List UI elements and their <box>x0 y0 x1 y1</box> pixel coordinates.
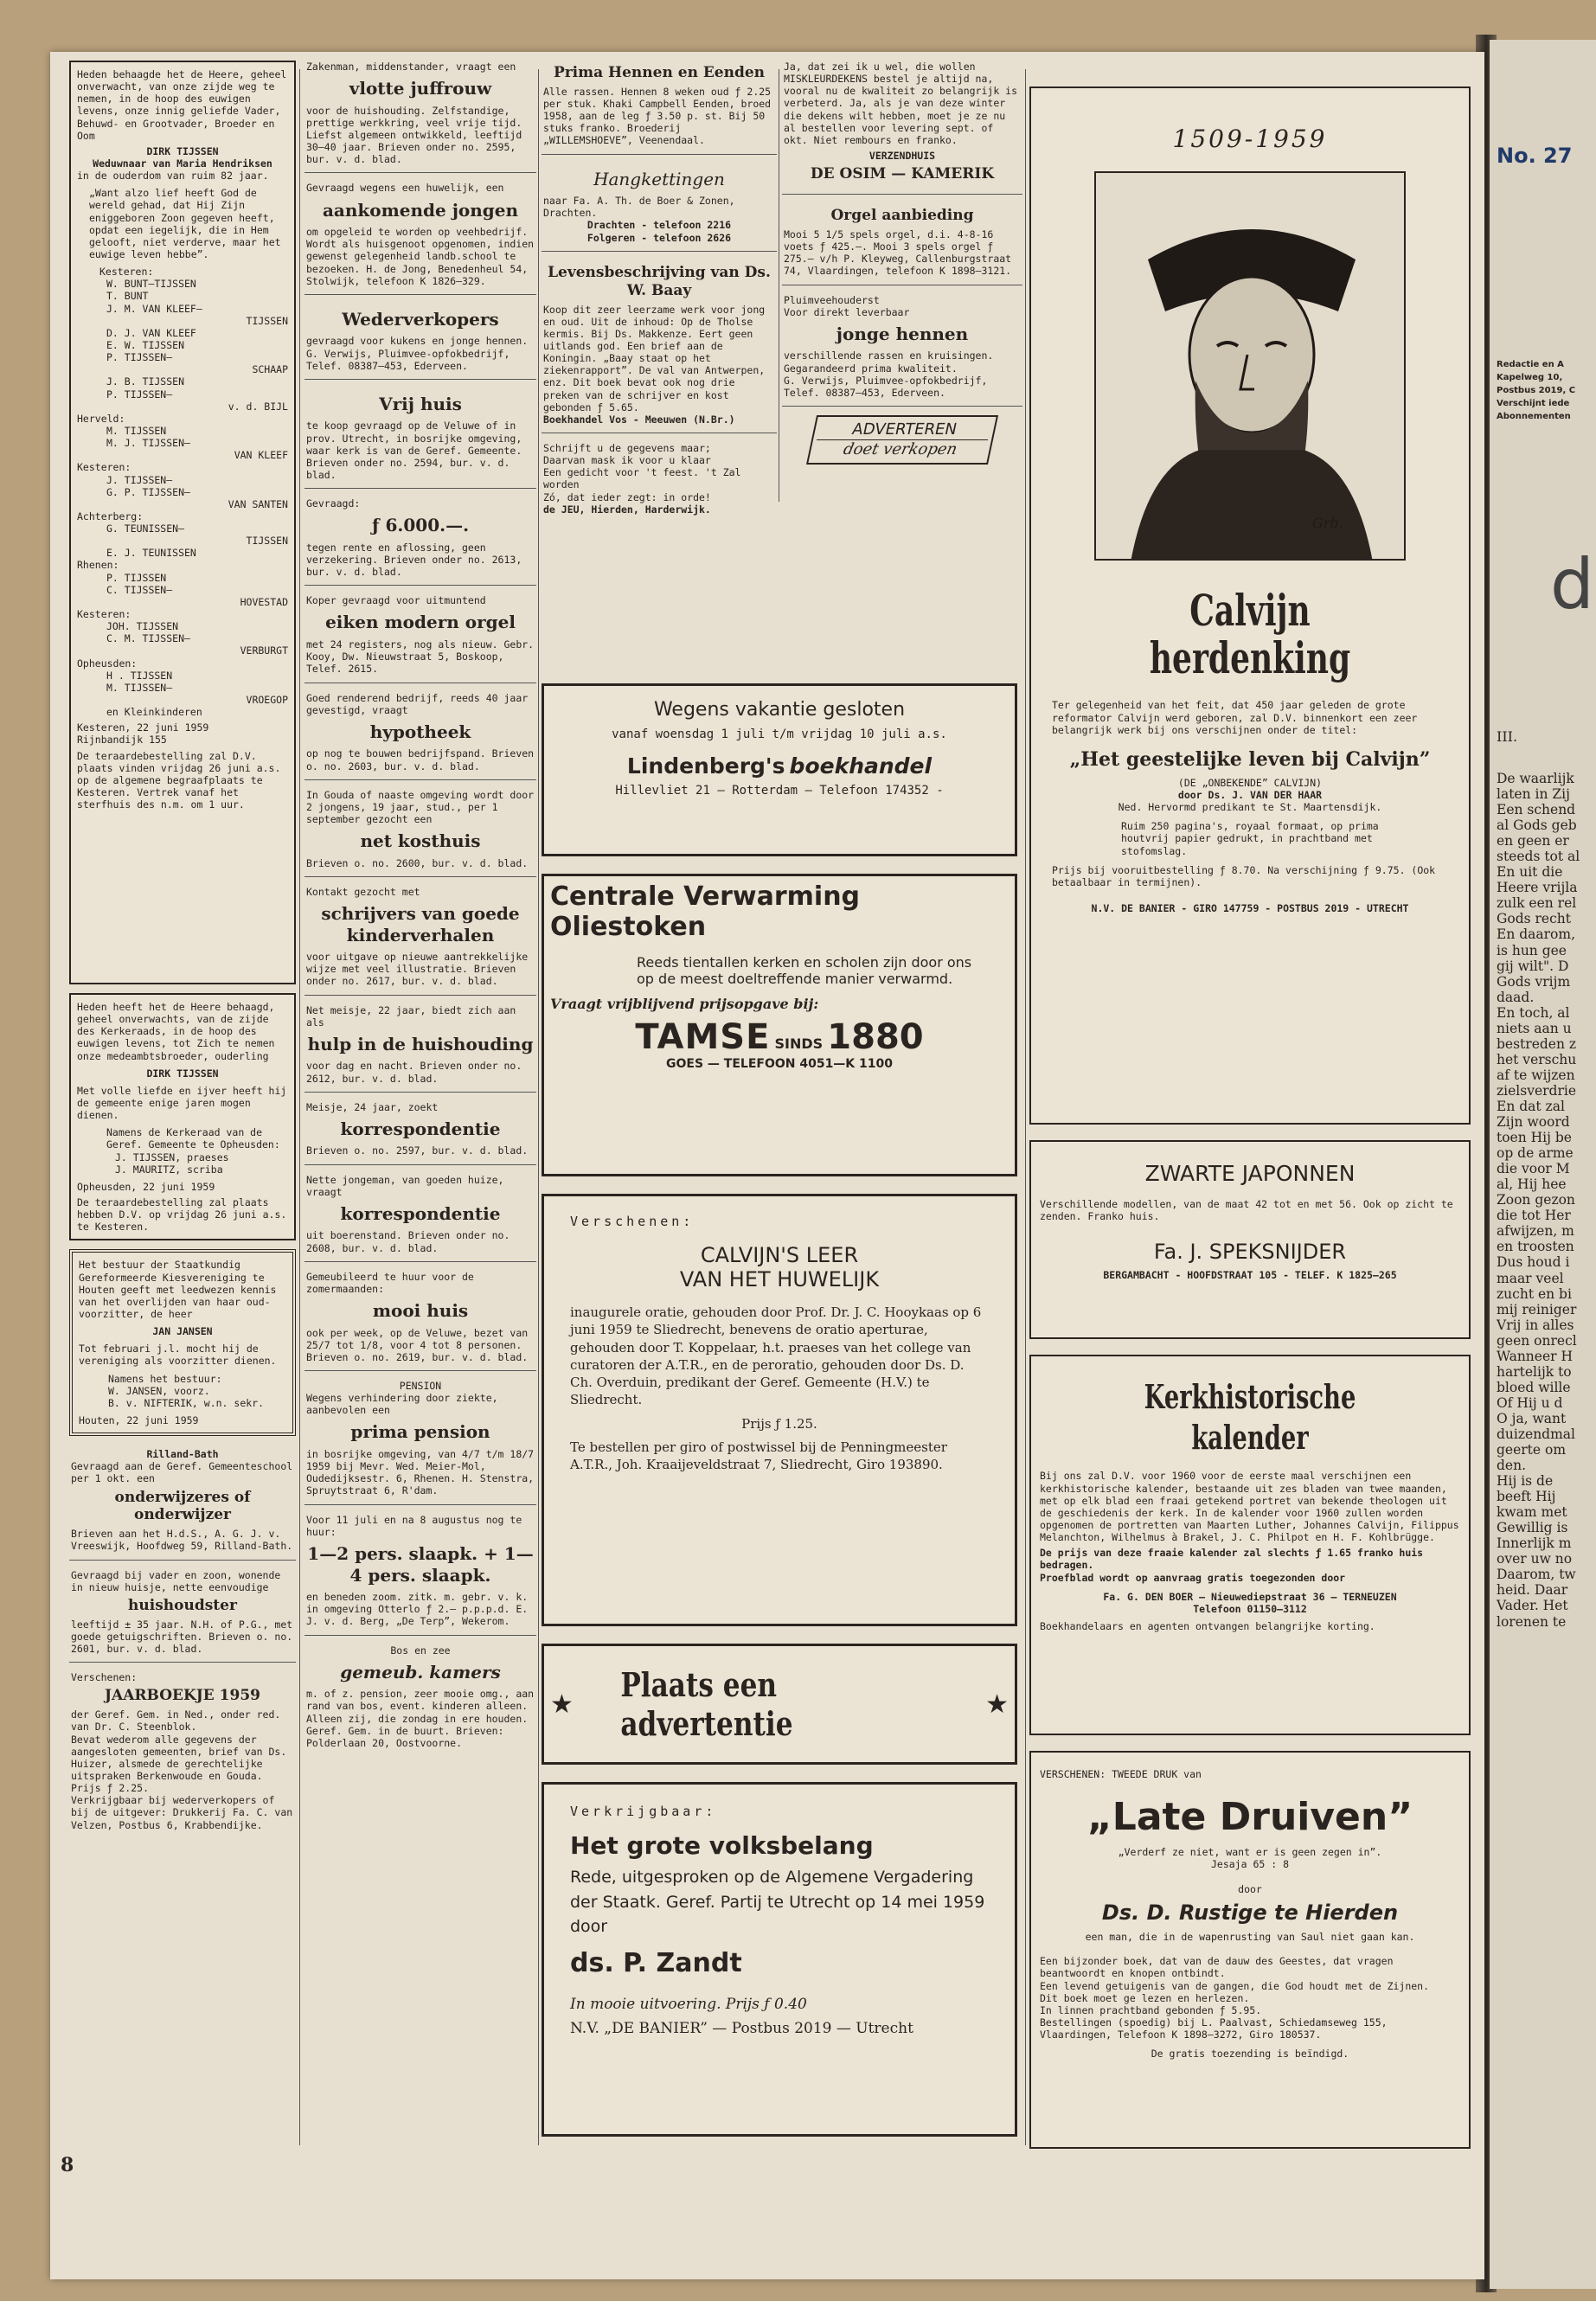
classified-ad: PENSION Wegens verhindering door ziekte, aanbevolen een prima pension in bosrijke omgeving, van 4/7 t/m 18/7 1959 bij Mevr. Wed. Meier-Mol, Oudedijksestr. 6, Rhenen. H. Stenstra, Spruytstraat 6, R'dam. <box>304 1376 536 1505</box>
column-3 <box>542 57 777 663</box>
page-number: 8 <box>61 2154 74 2176</box>
deceased-sub: Weduwnaar van Maria Hendriksen <box>93 157 272 170</box>
article-line: Vader. Het <box>1497 1598 1568 1614</box>
article-line: En daarom, <box>1497 926 1575 943</box>
article-line: die voor M <box>1497 1161 1570 1177</box>
column-1 <box>69 61 296 1843</box>
article-line: Zoon gezon <box>1497 1192 1575 1208</box>
article-line: die tot Her <box>1497 1208 1571 1224</box>
classified-ad: Meisje, 24 jaar, zoekt korrespondentie Brieven o. no. 2597, bur. v. d. blad. <box>304 1098 536 1165</box>
notice-address: Rijnbandijk 155 <box>77 734 167 747</box>
classified-ad: Kontakt gezocht met schrijvers van goede kinderverhalen voor uitgave op nieuwe aantrekkelijke wijze met veel illustratie. Brieven onder no. 2617, bur. v. d. blad. <box>304 882 536 996</box>
article-line: Zijn woord <box>1497 1114 1570 1131</box>
booklet-ad: Verkrijgbaar: Het grote volksbelang Rede, uitgesproken op de Algemene Vergadering der Staatk. Geref. Partij te Utrecht op 14 mei 1959 door ds. P. Zandt In mooie uitvoering. Prijs ƒ 0.40 N.V. „DE BANIER” — Postbus 2019 — Utrecht <box>542 1782 1017 2137</box>
article-line: gij wilt". D <box>1497 958 1569 974</box>
article-line: Wanneer H <box>1497 1348 1573 1364</box>
article-line: het verschu <box>1497 1051 1577 1067</box>
column-rule <box>299 69 300 2145</box>
obituary-notice: Heden heeft het de Heere behaagd, geheel onverwachts, van de zijde des Kerkeraads, in de hoop des euwigen levens, tot Zich te nemen onze medeambtsbroeder, ouderling DIRK TIJSSEN Met volle liefde en ijver heeft hij de gemeente enige jaren mogen dienen. Namens de Kerkeraad van de Geref. Gemeente te Opheusden: J. TIJSSEN, praeses J. MAURITZ, scriba Opheusden, 22 juni 1959 De teraardebestelling zal plaats hebben D.V. op vrijdag 26 juni a.s. te Kesteren. <box>69 993 296 1240</box>
classified-ad: Prima Hennen en Eenden Alle rassen. Hennen 8 weken oud ƒ 2.25 per stuk. Khaki Campbell Eenden, broed 1958, aan de leg ƒ 3.50 p. st. Bij 50 stuks franko. Broederij „WILLEMSHOEVE”, Veenendaal. <box>542 57 777 155</box>
drop-letter: d <box>1550 544 1594 625</box>
classified-ad: Gevraagd bij vader en zoon, wonende in nieuw huisje, nette eenvoudige huishoudster leeftijd ± 35 jaar. N.H. of P.G., met goede getuigschriften. Brieven o. no. 2601, bur. v. d. blad. <box>69 1566 296 1663</box>
classified-ad: Gemeubileerd te huur voor de zomermaanden: mooi huis ook per week, op de Veluwe, bezet van 25/7 tot 1/8, voor 4 tot 8 personen. Brieven o. no. 2619, bur. v. d. blad. <box>304 1267 536 1371</box>
classified-ad: Net meisje, 22 jaar, biedt zich aan als hulp in de huishouding voor dag en nacht. Brieven onder no. 2612, bur. v. d. blad. <box>304 1001 536 1093</box>
article-line: op de arme <box>1497 1145 1574 1162</box>
vacation-ad: Wegens vakantie gesloten vanaf woensdag 1 juli t/m vrijdag 10 juli a.s. Lindenberg's boekhandel Hillevliet 21 — Rotterdam — Telefoon 174352 - <box>542 683 1017 856</box>
article-line: niets aan u <box>1497 1020 1572 1036</box>
calvin-portrait <box>1094 171 1406 561</box>
article-line: En uit die <box>1497 864 1563 881</box>
calvin-ad: 1509-1959 Grb. Calvijn herdenking Ter gelegenheid van het feit, dat 450 jaar geleden de grote reformator Calvijn werd geboren, zal D.V. binnenkort een zeer belangrijk werk bij ons verschijnen onder de titel: „Het geestelijke leven bij Calvijn” (DE „ONBEKENDE” CALVIJN) door Ds. J. VAN DER HAAR Ned. Hervormd predikant te St. Maartensdijk. Ruim 250 pagina's, royaal formaat, op prima houtvrij papier gedrukt, in prachtband met stofomslag. Prijs bij vooruitbestelling ƒ 8.70. Na verschijning ƒ 9.75. (Ook betaalbaar in termijnen). N.V. DE BANIER - GIRO 147759 - POSTBUS 2019 - UTRECHT <box>1029 87 1471 1125</box>
article-line: Dus houd i <box>1497 1254 1570 1271</box>
article-line: laten in Zij <box>1497 786 1570 803</box>
classified-ad: Schrijft u de gegevens maar; Daarvan mask ik voor u klaar Een gedicht voor 't feest. 't Zal worden Zó, dat ieder zegt: in orde! de JEU, Hierden, Harderwijk. <box>543 441 741 516</box>
article-line: maar veel <box>1497 1270 1564 1286</box>
article-line: zucht en bi <box>1497 1285 1572 1302</box>
article-line: zielsverdrie <box>1497 1082 1577 1099</box>
classified-ad: Vrij huis te koop gevraagd op de Veluwe of in prov. Utrecht, in bosrijke omgeving, waar kerk is van de Geref. Gemeente. Brieven onder no. 2594, bur. v. d. blad. <box>304 385 536 489</box>
article-line: en troosten <box>1497 1239 1574 1255</box>
calvin-headline: Calvijn herdenking <box>1149 585 1351 684</box>
classified-ad: Pluimveehouderst Voor direkt leverbaar jonge hennen verschillende rassen en kruisingen. Gegarandeerd prima kwaliteit. G. Verwijs, Pluimvee-opfokbedrijf, Telef. 08387—453, Ederveen. <box>782 291 1022 407</box>
article-line: afwijzen, m <box>1497 1223 1574 1240</box>
classified-ad: Gevraagd wegens een huwelijk, een aankomende jongen om opgeleid te worden op veehbedrijf. Wordt als huisgenoot opgenomen, indien gewenst gelegenheid landb.school te bezoeken. H. de Jong, Benedenheul 54, Stolwijk, telefoon K 1826—329. <box>304 178 536 294</box>
classified-ad: Verschenen: JAARBOEKJE 1959 der Geref. Gem. in Ned., onder red. van Dr. C. Steenblok. Bevat wederom alle gegevens der aangesloten gemeenten, brief van Ds. Huizer, alsmede de gerechtelijke uitspraken Berkenwoude en Gouda. Prijs ƒ 2.25. Verkrijgbaar bij wederverkopers of bij de uitgever: Drukkerij Fa. C. van Velzen, Postbus 6, Krabbendijke. <box>71 1671 293 1831</box>
article-line: Hij is de <box>1497 1473 1554 1490</box>
obituary-notice <box>69 61 296 984</box>
article-text <box>1497 771 1596 1630</box>
article-line: De waarlijk <box>1497 771 1574 786</box>
article-line: is hun gee <box>1497 942 1567 958</box>
classified-ad: In Gouda of naaste omgeving wordt door 2 jongens, 19 jaar, stud., per 1 september gezocht een net kosthuis Brieven o. no. 2600, bur. v. d. blad. <box>304 785 536 877</box>
article-line: al, Hij hee <box>1497 1176 1567 1193</box>
classified-ad: Rilland-Bath Gevraagd aan de Geref. Gemeenteschool per 1 okt. een onderwijzeres of onderwijzer Brieven aan het H.d.S., A. G. J. v. Vreeswijk, Hoofdweg 59, Rilland-Bath. <box>69 1445 296 1561</box>
heating-ad: Centrale Verwarming Oliestoken Reeds tientallen kerken en scholen zijn door ons op de meest doeltreffende manier verwarmd. Vraagt vrijblijvend prijsopgave bij: TAMSE SINDS 1880 GOES — TELEFOON 4051—K 1100 <box>542 874 1017 1176</box>
column-5 <box>1029 87 1471 2159</box>
funeral-info: De teraardebestelling zal D.V. plaats vinden vrijdag 26 juni a.s. op de algemene begraafplaats te Kesteren. Vertrek vanaf het sterfhuis des n.m. om 1 uur. <box>77 749 281 811</box>
article-line: bloed wille <box>1497 1379 1571 1395</box>
star-icon: ★ <box>550 1689 574 1720</box>
place-ad-banner: ★ Plaats een advertentie ★ <box>542 1644 1017 1765</box>
notice-intro: Heden behaagde het de Heere, geheel onverwacht, van onze zijde weg te nemen, in de hoop des euwigen levens, onze innig geliefde Vader, Behuwd- en Grootvader, Broeder en Oom <box>77 68 287 142</box>
column-rule <box>538 69 539 2145</box>
article-line: Gods recht <box>1497 911 1571 927</box>
classified-ad: Koper gevraagd voor uitmuntend eiken modern orgel met 24 registers, nog als nieuw. Gebr. Kooy, Dw. Nieuwstraat 5, Boskoop, Telef. 2615. <box>304 591 536 683</box>
article-line: lorenen te <box>1497 1613 1567 1630</box>
masthead-info: Redactie en A Kapelweg 10, Postbus 2019, C Verschijnt iede Abonnementen <box>1497 360 1576 421</box>
article-line: over uw no <box>1497 1551 1573 1567</box>
advertise-badge: ADVERTEREN doet verkopen <box>806 415 998 465</box>
age: in de ouderdom van ruim 82 jaar. <box>77 170 269 183</box>
portrait-illustration <box>1096 173 1406 561</box>
classified-ad: Voor 11 juli en na 8 augustus nog te huur: 1—2 pers. slaapk. + 1—4 pers. slaapk. en beneden zoom. zitk. m. gebr. v. k. in omgeving Otterlo ƒ 2.— p.p.p.d. E. J. v. d. Berg, „De Terp”, Wekerom. <box>304 1510 536 1636</box>
article-line: Gods vrijm <box>1497 973 1571 990</box>
classified-ad: Ja, dat zei ik u wel, die wollen MISKLEURDEKENS bestel je altijd na, vooral nu de kwaliteit zo belangrijk is verbeterd. Ja, als je van deze winter die dekens wilt hebben, moet je ze nu al bestellen voor levering sept. of okt. Niet rembours en franko. VERZENDHUIS DE OSIM — KAMERIK <box>782 57 1022 195</box>
issue-number: No. 27 <box>1497 144 1573 168</box>
classified-ad: Goed renderend bedrijf, reeds 40 jaar gevestigd, vraagt hypotheek op nog te bouwen bedrijfspand. Brieven o. no. 2603, bur. v. d. blad. <box>304 689 536 780</box>
book-late-druiven-ad: VERSCHENEN: TWEEDE DRUK van „Late Druiven” „Verderf ze niet, want er is geen zegen in”. Jesaja 65 : 8 door Ds. D. Rustige te Hierden een man, die in de wapenrusting van Saul niet gaan kan. Een bijzonder boek, dat van de dauw des Geestes, dat vragen beantwoordt en knopen ontbindt. Een levend getuigenis van de gangen, die God houdt met de Zijnen. Dit boek moet ge lezen en herlezen. In linnen prachtband gebonden ƒ 5.95. Bestellingen (spoedig) bij L. Paalvast, Schiedamseweg 155, Vlaardingen, Telefoon K 1898—3272, Giro 180537. De gratis toezending is beïndigd. <box>1029 1751 1471 2149</box>
article-line: Een schend <box>1497 802 1576 818</box>
article-line: O ja, want <box>1497 1410 1567 1426</box>
obituary-notice: Het bestuur der Staatkundig Gereformeerde Kiesvereniging te Houten geeft met leedwezen kennis van het overlijden van haar oud-voorzitter, de heer JAN JANSEN Tot februari j.l. mocht hij de vereniging als voorzitter dienen. Namens het bestuur: W. JANSEN, voorz. B. v. NIFTERIK, w.n. sekr. Houten, 22 juni 1959 <box>69 1249 296 1436</box>
column-2 <box>304 57 536 1761</box>
article-line: Gewillig is <box>1497 1520 1568 1536</box>
article-line: mij reiniger <box>1497 1301 1577 1317</box>
article-line: daad. <box>1497 989 1535 1005</box>
next-page-edge <box>1490 40 1596 2289</box>
article-line: steeds tot al <box>1497 849 1580 865</box>
deceased-name: DIRK TIJSSEN <box>146 144 219 157</box>
calendar-ad: Kerkhistorische kalender Bij ons zal D.V. voor 1960 voor de eerste maal verschijnen een kerkhistorische kalender, bestaande uit zes bladen van twee maanden, met op elk blad een fraai getekend portret van bekende theologen uit de geschiedenis der kerk. In de kalender voor 1960 zullen worden opgenomen de portretten van Maarten Luther, Johannes Calvijn, Filippus Melanchton, Wilhelmus à Brakel, J. C. Philpot en H. F. Kohlbrügge. De prijs van deze fraaie kalender zal slechts ƒ 1.65 franko huis bedragen. Proefblad wordt op aanvraag gratis toegezonden door Fa. G. DEN BOER — Nieuwediepstraat 36 — TERNEUZEN Telefoon 01150—3112 Boekhandelaars en agenten ontvangen belangrijke korting. <box>1029 1355 1471 1735</box>
article-line: Vrij in alles <box>1497 1317 1574 1333</box>
column-4 <box>782 57 1022 663</box>
classified-ad: Levensbeschrijving van Ds. W. Baay Koop dit zeer leerzame werk voor jong en oud. Uit de inhoud: Op de Tholse kermis. Bij Ds. Makkenze. Eert geen uitlands god. Een brief aan de Koningin. „Baay staat op het ziekenrapport”. De val van Antwerpen, enz. Dit boek bevat ook nog drie preken van de schrijver en kost gebonden ƒ 5.65. Boekhandel Vos - Meeuwen (N.Br.) <box>542 257 777 433</box>
book-ad: Verschenen: CALVIJN'S LEER VAN HET HUWELIJK inaugurele oratie, gehouden door Prof. Dr. J. C. Hooykaas op 6 juni 1959 te Sliedrecht, benevens de oratio aperturae, gehouden door T. Koppelaar, h.t. praeses van het college van curatoren der A.T.R., en de peroratio, gehouden door Ds. D. Ch. Overduin, predikant der Geref. Gemeente (H.V.) te Sliedrecht. Prijs ƒ 1.25. Te bestellen per giro of postwissel bij de Penningmeester A.T.R., Joh. Kraaijeveldstraat 7, Sliedrecht, Giro 193890. <box>542 1194 1017 1626</box>
classified-ad: Wederverkopers gevraagd voor kukens en jonge hennen. G. Verwijs, Pluimvee-opfokbedrijf, Telef. 08387—453, Ederveen. <box>304 300 536 380</box>
article-line: den. <box>1497 1458 1527 1474</box>
article-line: Of Hij u d <box>1497 1394 1563 1411</box>
article-line: Innerlijk m <box>1497 1535 1572 1552</box>
article-line: en geen er <box>1497 833 1569 849</box>
artist-signature: Grb. <box>1312 515 1343 532</box>
article-line: geen onrecl <box>1497 1332 1577 1349</box>
classified-ad: Bos en zee gemeub. kamers m. of z. pension, zeer mooie omg., aan rand van bos, event. kinderen alleen. Alleen zij, die zondag in ere houden. Geref. Gem. in de buurt. Brieven: Polderlaan 20, Oostvoorne. <box>306 1644 535 1749</box>
article-line: al Gods geb <box>1497 817 1577 834</box>
section-number: III. <box>1497 728 1518 745</box>
article-line: En dat zal <box>1497 1098 1565 1114</box>
article-line: af te wijzen <box>1497 1067 1575 1083</box>
deceased-name: JAN JANSEN <box>152 1325 213 1338</box>
article-line: duizendmal <box>1497 1426 1576 1442</box>
article-line: kwam met <box>1497 1504 1567 1521</box>
article-line: hartelijk to <box>1497 1363 1572 1380</box>
column-rule <box>1025 69 1026 2145</box>
article-line: En toch, al <box>1497 1004 1570 1021</box>
classified-ad: Gevraagd: ƒ 6.000.—. tegen rente en aflossing, geen verzekering. Brieven onder no. 2613, bur. v. d. blad. <box>304 494 536 586</box>
classified-ad: Hangkettingen naar Fa. A. Th. de Boer & Zonen, Drachten. Drachten - telefoon 2216 Folgeren - telefoon 2626 <box>542 160 777 252</box>
classified-ad: Nette jongeman, van goeden huize, vraagt korrespondentie uit boerenstand. Brieven onder no. 2608, bur. v. d. blad. <box>304 1170 536 1262</box>
classified-ad: Orgel aanbieding Mooi 5 1/5 spels orgel, d.i. 4-8-16 voets ƒ 425.—. Mooi 3 spels orgel ƒ 275.— v/h P. Kleyweg, Callenburgstraat 74, Vlaardingen, telefoon K 1898—3121. <box>782 200 1022 285</box>
family-list: Kesteren: W. BUNT—TIJSSEN T. BUNT J. M. VAN KLEEF— TIJSSEN D. J. VAN KLEEF E. W. TIJSSEN P. TIJSSEN— SCHAAP J. B. TIJSSEN P. TIJSSEN— v. d. BIJL Herveld: M. TIJSSEN M. J. TIJSSEN— VAN KLEEF Kesteren: J. TIJSSEN— G. P. TIJSSEN— VAN SANTEN Achterberg: G. TEUNISSEN— TIJSSEN E. J. TEUNISSEN Rhenen: P. TIJSSEN C. TIJSSEN— HOVESTAD Kesteren: JOH. TIJSSEN C. M. TIJSSEN— VERBURGT Opheusden: H . TIJSSEN M. TIJSSEN— VROEGOP en Kleinkinderen <box>77 266 288 719</box>
dresses-ad: ZWARTE JAPONNEN Verschillende modellen, van de maat 42 tot en met 56. Ook op zicht te zenden. Franko huis. Fa. J. SPEKSNIJDER BERGAMBACHT - HOOFDSTRAAT 105 - TELEF. K 1825—265 <box>1029 1140 1471 1339</box>
article-line: toen Hij be <box>1497 1130 1572 1146</box>
article-line: bestreden z <box>1497 1035 1577 1052</box>
wide-ad-column <box>542 683 1017 2145</box>
article-line: Heere vrijla <box>1497 880 1578 896</box>
notice-date: Kesteren, 22 juni 1959 <box>77 721 209 734</box>
star-icon: ★ <box>985 1689 1009 1720</box>
article-line: beeft Hij <box>1497 1489 1556 1505</box>
deceased-name: DIRK TIJSSEN <box>146 1067 219 1080</box>
classified-ad: Zakenman, middenstander, vraagt een vlotte juffrouw voor de huishouding. Zelfstandige, prettige werkkring, veel vrije tijd. Liefst algemeen ontwikkeld, leeftijd 30—40 jaar. Brieven onder no. 2595, bur. v. d. blad. <box>304 57 536 173</box>
article-line: geerte om <box>1497 1442 1567 1458</box>
article-line: heid. Daar <box>1497 1582 1568 1599</box>
article-line: Daarom, tw <box>1497 1567 1576 1583</box>
bible-quote: „Want alzo lief heeft God de wereld gehad, dat Hij Zijn eniggeboren Zoon gegeven heeft, opdat een iegelijk, die in Hem gelooft, niet verderve, maar het euwige leven hebbe”. <box>89 187 281 260</box>
article-line: zulk een rel <box>1497 895 1577 912</box>
